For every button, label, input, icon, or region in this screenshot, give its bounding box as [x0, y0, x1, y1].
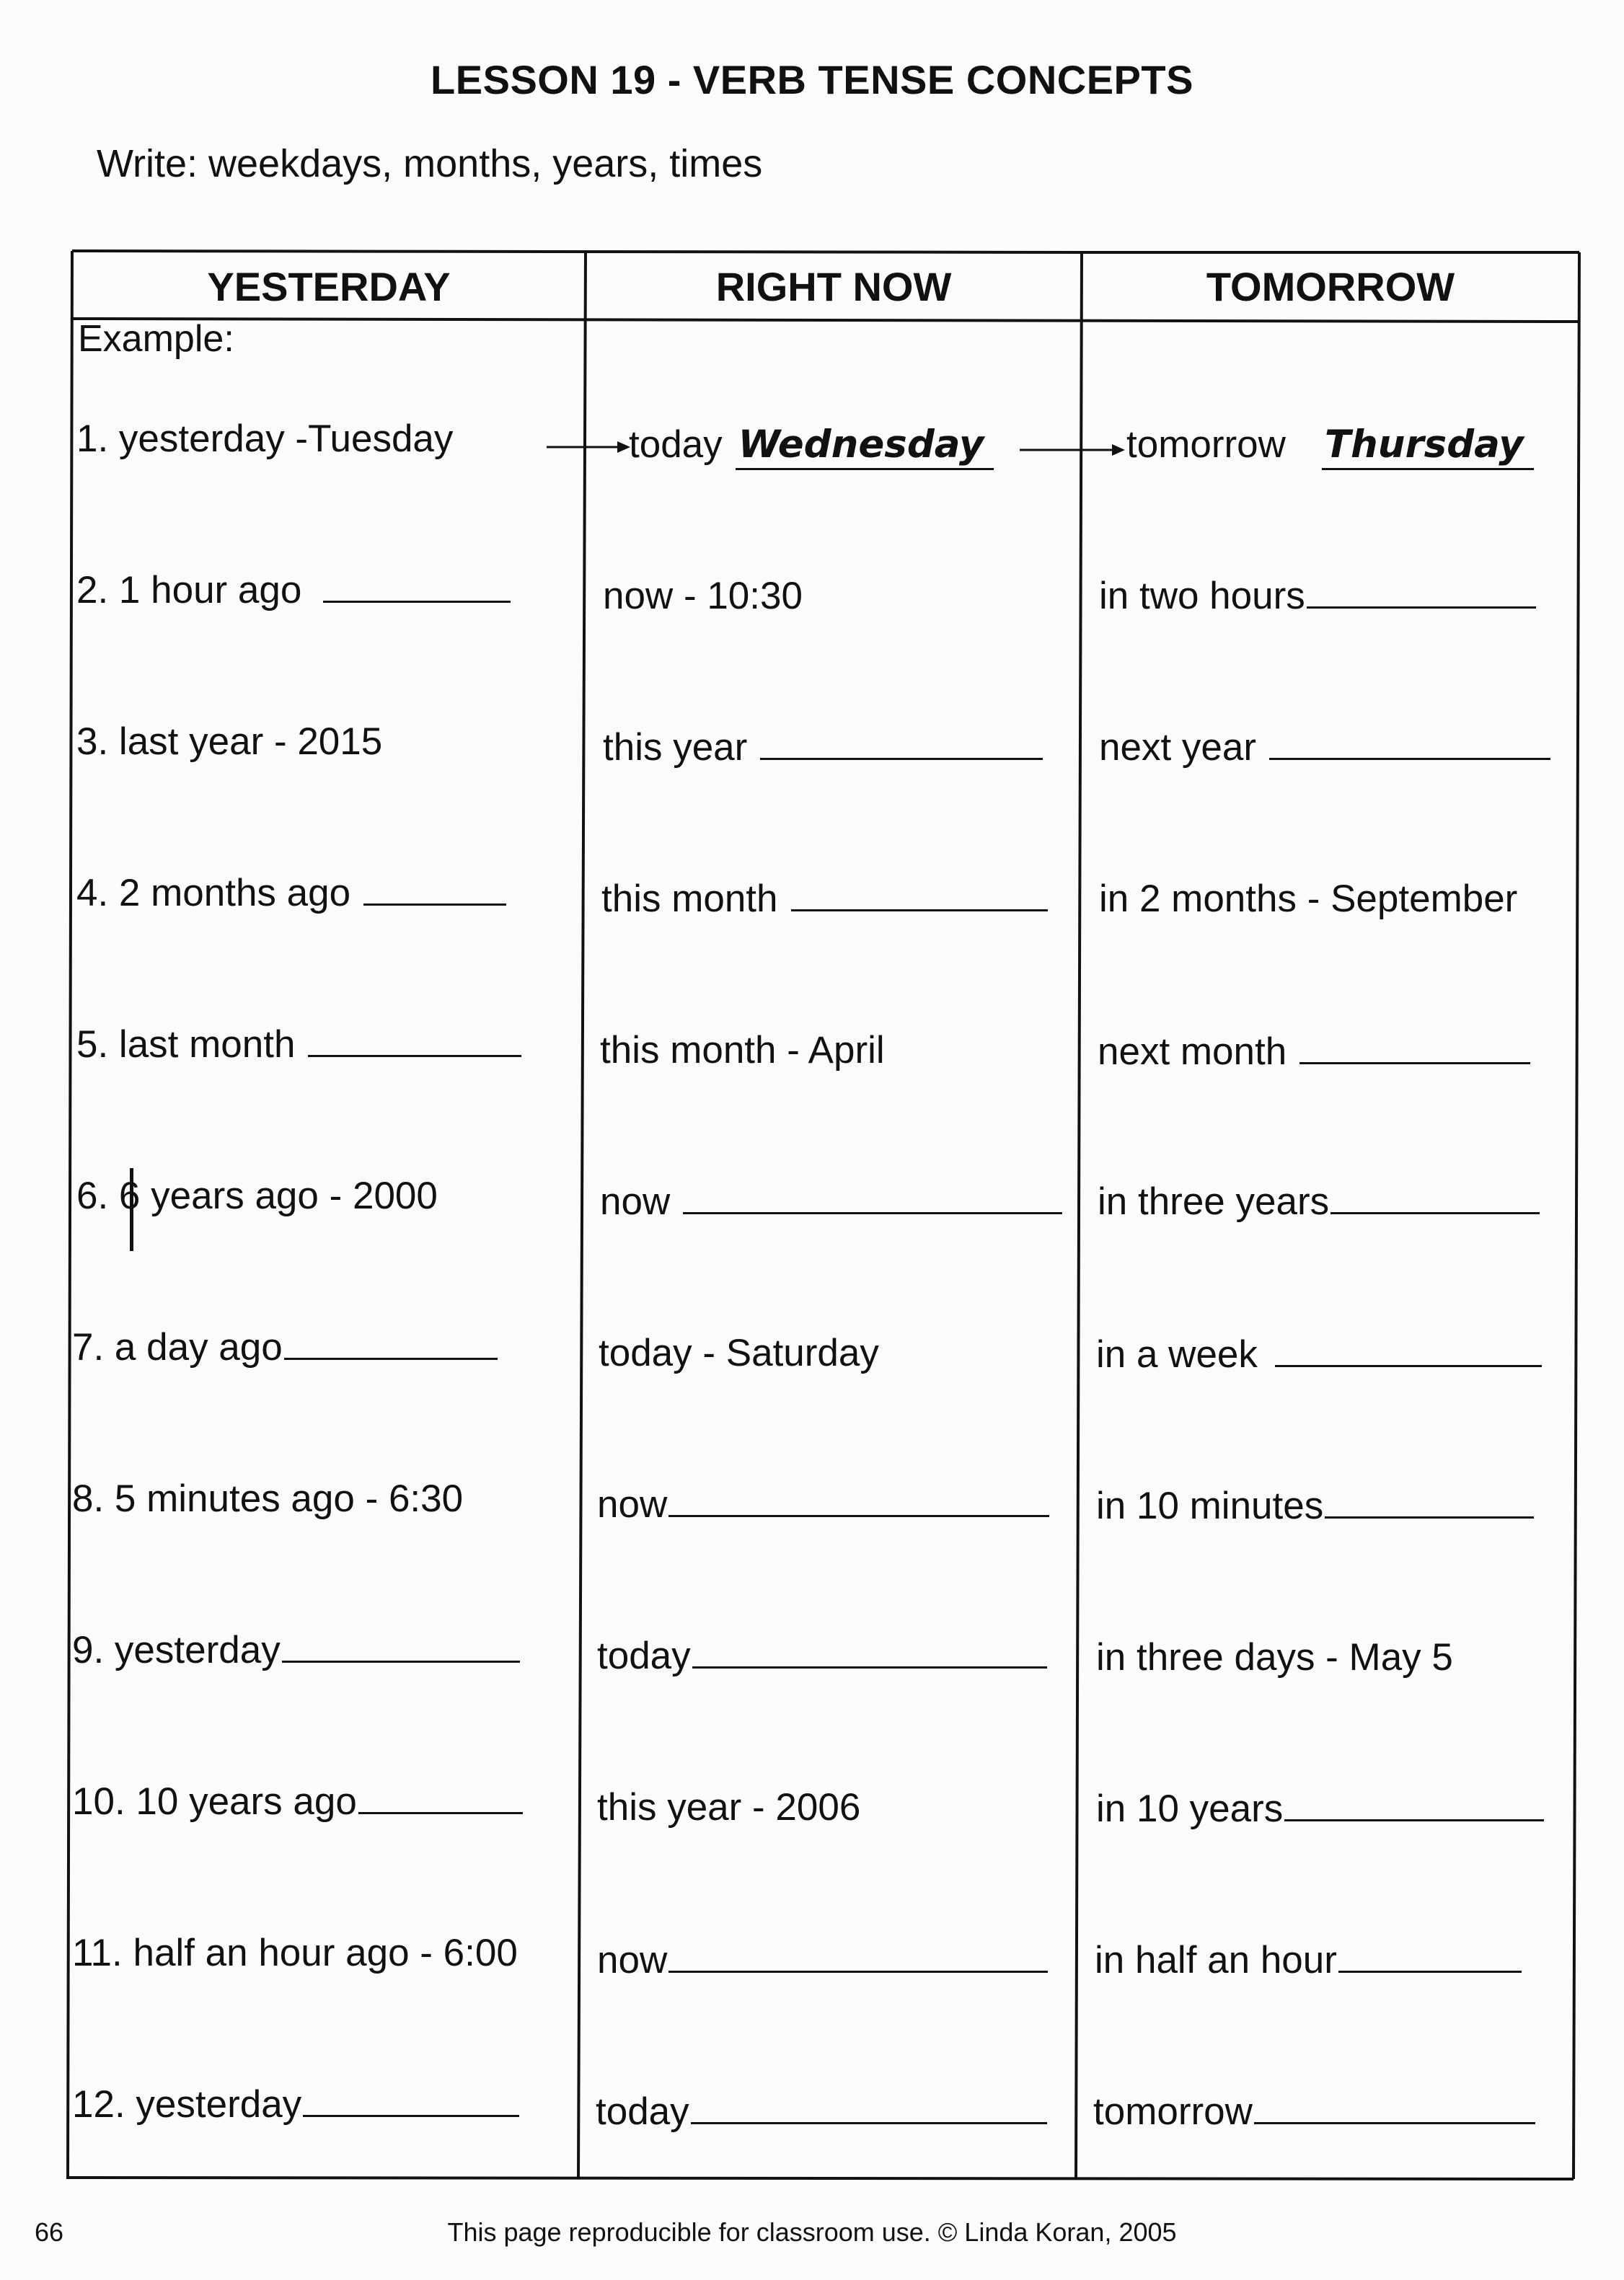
answer-blank[interactable] [668, 1483, 1049, 1517]
row-4-yesterday: 4. 2 months ago [76, 871, 506, 922]
page-title: LESSON 19 - VERB TENSE CONCEPTS [431, 57, 1193, 102]
answer-blank[interactable] [691, 2090, 1047, 2124]
row-2-tomorrow: in two hours [1099, 574, 1536, 624]
answer-blank[interactable] [358, 1780, 523, 1814]
row-3-yesterday: 3. last year - 2015 [76, 720, 383, 763]
answer-blank[interactable] [284, 1326, 498, 1360]
row-5-tomorrow: next month [1098, 1030, 1530, 1080]
answer-blank[interactable] [303, 2083, 519, 2117]
row-6-yesterday: 6. 6 years ago - 2000 [76, 1175, 438, 1217]
answer-blank[interactable] [308, 1023, 521, 1057]
copyright-notice: This page reproducible for classroom use. © Linda Koran, 2005 [447, 2217, 1177, 2247]
answer-blank[interactable] [1307, 575, 1536, 609]
row-2-now: now - 10:30 [603, 575, 803, 617]
row-11-now: now [597, 1938, 1048, 1989]
row-8-now: now [597, 1483, 1049, 1533]
row-7-tomorrow: in a week [1096, 1333, 1542, 1383]
answer-blank[interactable] [692, 1635, 1047, 1669]
example-yesterday: 1. yesterday -Tuesday [76, 417, 454, 460]
answer-blank[interactable] [1254, 2090, 1535, 2124]
row-3-tomorrow: next year [1099, 725, 1550, 776]
answer-blank[interactable] [668, 1939, 1048, 1973]
row-12-yesterday: 12. yesterday [72, 2082, 519, 2133]
row-5-now: this month - April [600, 1029, 885, 1071]
row-6-tomorrow: in three years [1098, 1180, 1540, 1230]
row-6-now: now [600, 1180, 1062, 1230]
answer-blank[interactable] [1275, 1333, 1542, 1367]
example-now: today Wednesday [629, 423, 994, 473]
answer-blank[interactable] [791, 878, 1048, 911]
example-tomorrow-answer: Thursday [1322, 423, 1534, 470]
answer-blank[interactable] [1284, 1788, 1544, 1821]
example-arrow-icon [545, 433, 632, 461]
row-12-now: today [596, 2090, 1047, 2140]
row-3-now: this year [603, 725, 1043, 776]
answer-blank[interactable] [1325, 1485, 1534, 1519]
row-8-tomorrow: in 10 minutes [1096, 1484, 1534, 1534]
row-10-now: this year - 2006 [597, 1786, 861, 1829]
row-9-now: today [597, 1634, 1047, 1684]
page-number: 66 [35, 2217, 64, 2247]
answer-blank[interactable] [760, 726, 1043, 760]
row-4-tomorrow: in 2 months - September [1099, 878, 1518, 920]
row-11-yesterday: 11. half an hour ago - 6:00 [72, 1932, 518, 1974]
answer-blank[interactable] [1330, 1180, 1540, 1214]
row-7-now: today - Saturday [599, 1332, 879, 1374]
instructions: Write: weekdays, months, years, times [97, 142, 763, 185]
answer-blank[interactable] [1299, 1030, 1530, 1064]
row-10-tomorrow: in 10 years [1096, 1787, 1544, 1837]
row-4-now: this month [601, 877, 1048, 927]
example-label: Example: [78, 318, 234, 360]
column-header-yesterday: YESTERDAY [207, 263, 451, 309]
answer-blank[interactable] [282, 1629, 520, 1663]
row-11-tomorrow: in half an hour [1095, 1938, 1522, 1989]
answer-blank[interactable] [1338, 1939, 1522, 1973]
row-8-yesterday: 8. 5 minutes ago - 6:30 [72, 1477, 464, 1520]
answer-blank[interactable] [1269, 726, 1550, 760]
answer-blank[interactable] [363, 872, 506, 906]
row-9-yesterday: 9. yesterday [72, 1628, 520, 1679]
row-7-yesterday: 7. a day ago [72, 1325, 498, 1376]
row-2-yesterday: 2. 1 hour ago [76, 568, 511, 619]
example-arrow-icon [1018, 436, 1126, 464]
row-9-tomorrow: in three days - May 5 [1096, 1636, 1453, 1679]
column-header-right-now: RIGHT NOW [715, 263, 952, 309]
row-10-yesterday: 10. 10 years ago [72, 1780, 523, 1830]
column-header-tomorrow: TOMORROW [1206, 263, 1455, 309]
row-12-tomorrow: tomorrow [1093, 2090, 1535, 2140]
answer-blank[interactable] [683, 1180, 1062, 1214]
answer-blank[interactable] [323, 569, 511, 603]
example-now-answer: Wednesday [736, 423, 994, 470]
example-tomorrow: tomorrow Thursday [1126, 423, 1534, 473]
row-5-yesterday: 5. last month [76, 1022, 521, 1073]
